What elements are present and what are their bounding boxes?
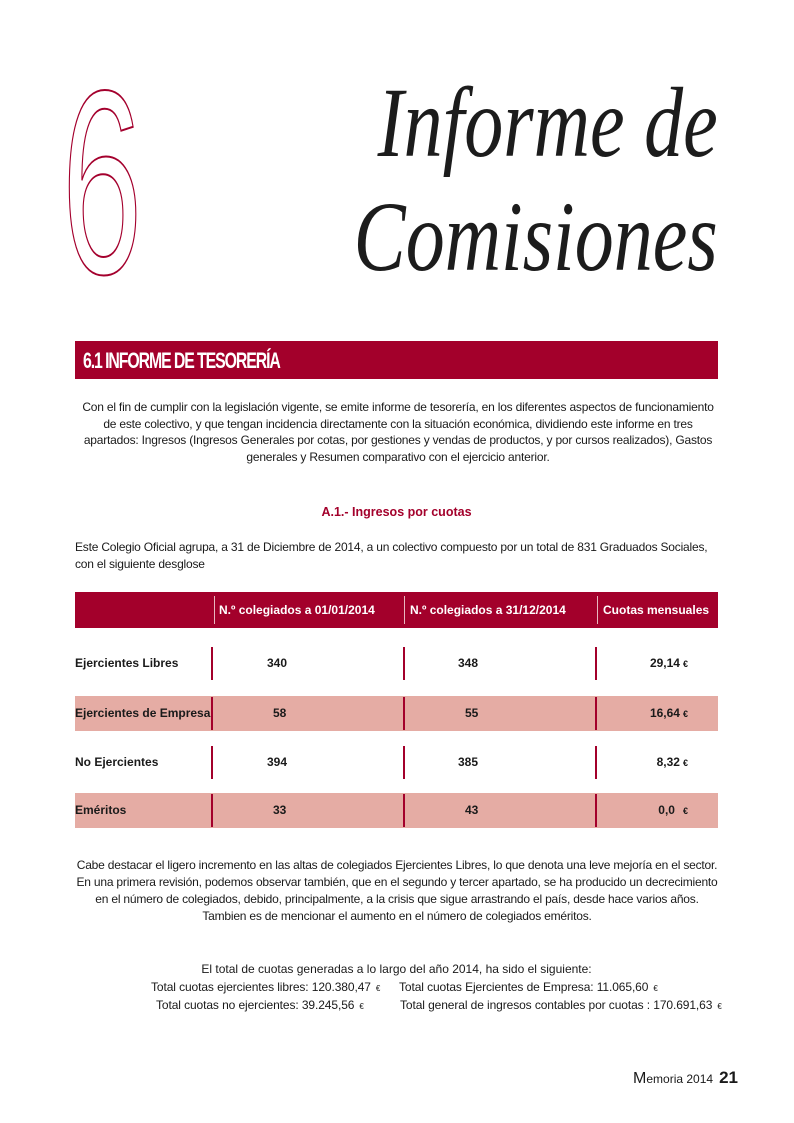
row-fee [650, 696, 688, 731]
fee-value: 29,14 [649, 656, 680, 670]
currency-symbol: € [682, 709, 688, 719]
currency-symbol: € [653, 984, 658, 993]
footer-initial: M [633, 1070, 647, 1087]
currency-symbol: € [682, 806, 688, 816]
row-separator [211, 746, 213, 779]
lead-paragraph: Este Colegio Oficial agrupa, a 31 de Diciembre de 2014, a un colectivo compuesto por un total de 831 Graduados Sociales, con el siguiente desglose [75, 540, 708, 571]
fee-value: 0,0 [658, 803, 675, 817]
total-libres [151, 980, 380, 994]
header-divider [404, 596, 405, 624]
fee-value: 16,64 [649, 706, 680, 720]
row-separator [595, 647, 597, 680]
table-row [75, 793, 718, 828]
totals-intro: El total de cuotas generadas a lo largo del año 2014, ha sido el siguiente: [201, 962, 592, 976]
note-line: En una primera revisión, podemos observar también, que en el segundo y tercer apartado, se ha producido un decrecimiento en el número de colegiados, debido, principalmente, a la crisis que sigue arrastrando el país, desde hace varios años. [76, 875, 718, 906]
row-start-count: 33 [273, 803, 287, 817]
row-separator [403, 647, 405, 680]
currency-symbol: € [375, 984, 381, 993]
page-footer [633, 1068, 738, 1088]
row-separator [403, 794, 405, 827]
header-divider [597, 596, 598, 624]
chapter-title-line-1: Informe de [377, 67, 718, 178]
total-empresa-text: Total cuotas Ejercientes de Empresa: 11.065,60 [399, 980, 649, 994]
row-label: No Ejercientes [75, 755, 159, 769]
row-separator [595, 746, 597, 779]
row-separator [211, 794, 213, 827]
row-separator [211, 647, 213, 680]
section-heading: 6.1 INFORME DE TESORERÍA [83, 348, 280, 373]
subsection-heading: A.1.- Ingresos por cuotas [321, 505, 472, 519]
row-end-count: 348 [458, 656, 479, 670]
intro-paragraph: Con el fin de cumplir con la legislación vigente, se emite informe de tesorería, en los diferentes aspectos de funcionamiento de este colectivo, y que tengan incidencia directamente con la situación económica, dividiendo este informe en tres apartados: Ingresos (Ingresos Generales por cotas, por gestiones y vendas de productos, y por cursos realizados), Gastos generales y Resumen comparativo con el ejercicio anterior. [82, 400, 714, 464]
row-end-count: 55 [465, 706, 479, 720]
row-start-count: 394 [267, 755, 288, 769]
row-label: Eméritos [75, 803, 127, 817]
chapter-title [354, 66, 718, 294]
row-end-count: 385 [458, 755, 479, 769]
chapter-number: 6 [62, 36, 140, 329]
row-end-count: 43 [465, 803, 479, 817]
page-number: 21 [719, 1068, 738, 1087]
table-header [75, 592, 718, 628]
row-label: Ejercientes de Empresa [75, 706, 211, 720]
currency-symbol: € [682, 758, 688, 768]
table-row [75, 646, 718, 681]
total-libres-text: Total cuotas ejercientes libres: 120.380,47 [151, 980, 371, 994]
chapter-title-line-2: Comisiones [353, 181, 718, 292]
row-separator [595, 697, 597, 730]
total-no-ejercientes [156, 998, 364, 1012]
currency-symbol: € [682, 659, 688, 669]
fee-value: 8,32 [656, 755, 680, 769]
header-start-count: N.º colegiados a 01/01/2014 [219, 603, 375, 617]
total-general-text: Total general de ingresos contables por cuotas : 170.691,63 [400, 998, 713, 1012]
table-row [75, 696, 718, 731]
row-fee [650, 646, 688, 681]
row-separator [595, 794, 597, 827]
footer-label: emoria 2014 [646, 1072, 714, 1086]
row-start-count: 58 [273, 706, 287, 720]
note-line: Cabe destacar el ligero incremento en las altas de colegiados Ejercientes Libres, lo que denota una leve mejoría en el sector. [76, 858, 718, 872]
currency-symbol: € [359, 1002, 364, 1011]
row-separator [403, 697, 405, 730]
row-start-count: 340 [267, 656, 288, 670]
total-no-ejercientes-text: Total cuotas no ejercientes: 39.245,56 [156, 998, 355, 1012]
currency-symbol: € [717, 1002, 722, 1011]
row-fee [658, 793, 688, 828]
total-empresa [399, 980, 658, 994]
header-divider [214, 596, 215, 624]
row-separator [403, 746, 405, 779]
note-line: Tambien es de mencionar el aumento en el número de colegiados eméritos. [202, 909, 592, 923]
row-fee [657, 745, 688, 780]
table-row [75, 745, 718, 780]
section-heading-bar [75, 341, 718, 379]
total-general [400, 998, 722, 1012]
header-end-count: N.º colegiados a 31/12/2014 [410, 603, 566, 617]
row-separator [211, 697, 213, 730]
header-monthly-fee: Cuotas mensuales [603, 603, 710, 617]
notes-paragraph [72, 857, 722, 925]
row-label: Ejercientes Libres [75, 656, 179, 670]
